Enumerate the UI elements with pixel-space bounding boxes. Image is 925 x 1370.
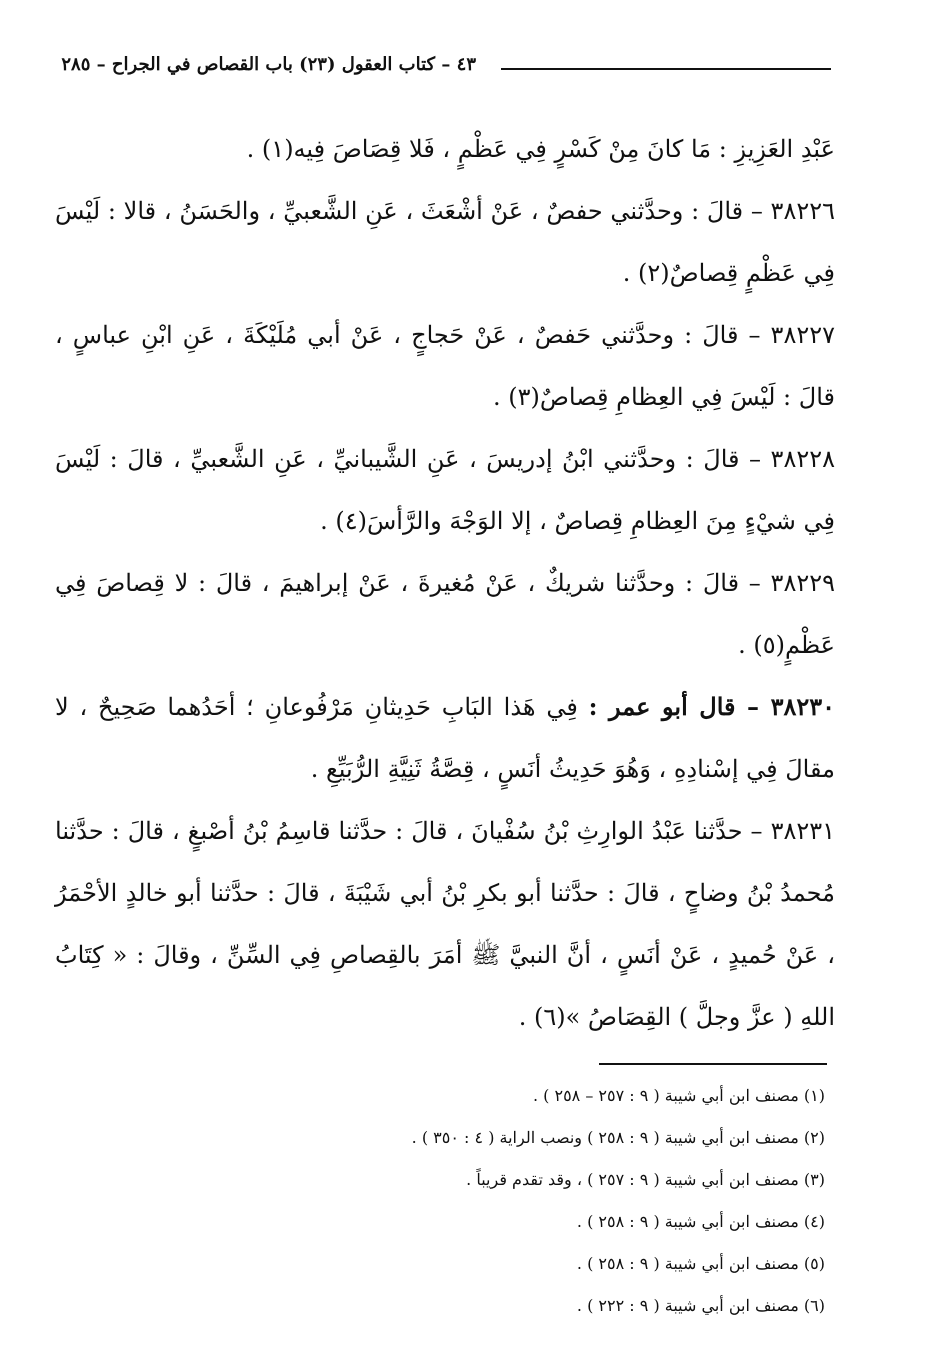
main-text xyxy=(55,118,835,1048)
footnote-rule xyxy=(599,1063,827,1065)
paragraph-38230-heading: ٣٨٢٣٠ – قال أبو عمر : xyxy=(588,692,836,721)
footnote-5: (٥) مصنف ابن أبي شيبة ( ٩ : ٢٥٨ ) . xyxy=(576,1254,825,1273)
paragraph-38231: ٣٨٢٣١ – حدَّثنا عَبْدُ الوارِثِ بْنُ سُفْيانَ ، قالَ : حدَّثنا قاسِمُ بْنُ أصْبغٍ ، قالَ : حدَّثنا مُحمدُ بْنُ وضاحٍ ، قالَ : حدَّثنا أبو بكرِ بْنُ أبي شَيْبَةَ ، قالَ : حدَّثنا أبو خالدٍ الأحْمَرُ ، عَنْ حُميدٍ ، عَنْ أنَسٍ ، أنَّ النبيَّ ﷺ أمَرَ بالقِصاصِ فِي السِّنِّ ، وقالَ : « كِتَابُ اللهِ ( عزَّ وجلَّ ) القِصَاصُ »(٦) . xyxy=(55,817,836,1031)
paragraph-38230-body: فِي هَذا البَابِ حَدِيثانِ مَرْفُوعانِ ؛ أحَدُهما صَحِيحٌ ، لا مقالَ فِي إسْنادِهِ ، وَهُوَ حَدِيثُ أنَسٍ ، قِصَّةُ ثَنِيَّةِ الرُّبَيِّعِ . xyxy=(55,693,835,783)
paragraph-38226: ٣٨٢٢٦ – قالَ : وحدَّثني حفصٌ ، عَنْ أشْعَثَ ، عَنِ الشَّعبيِّ ، والحَسَنُ ، قالا : لَيْسَ فِي عَظْمٍ قِصاصٌ(٢) . xyxy=(55,197,835,287)
paragraph-38228: ٣٨٢٢٨ – قالَ : وحدَّثني ابْنُ إدريسَ ، عَنِ الشَّيبانيِّ ، عَنِ الشَّعبيِّ ، قالَ : لَيْسَ فِي شيْءٍ مِنَ العِظامِ قِصاصٌ ، إلا الوَجْهَ والرَّأسَ(٤) . xyxy=(55,445,835,535)
footnote-2: (٢) مصنف ابن أبي شيبة ( ٩ : ٢٥٨ ) ونصب الراية ( ٤ : ٣٥٠ ) . xyxy=(411,1128,825,1147)
header-rule xyxy=(501,68,831,70)
footnote-1: (١) مصنف ابن أبي شيبة ( ٩ : ٢٥٧ – ٢٥٨ ) . xyxy=(532,1086,825,1105)
footnote-4: (٤) مصنف ابن أبي شيبة ( ٩ : ٢٥٨ ) . xyxy=(576,1212,825,1231)
footnote-3: (٣) مصنف ابن أبي شيبة ( ٩ : ٢٥٧ ) ، وقد تقدم قريباً . xyxy=(466,1170,825,1189)
paragraph-38227: ٣٨٢٢٧ – قالَ : وحدَّثني حَفصٌ ، عَنْ حَجاجٍ ، عَنْ أبي مُلَيْكَةَ ، عَنِ ابْنِ عباسٍ ، قالَ : لَيْسَ فِي العِظامِ قِصاصٌ(٣) . xyxy=(55,321,835,411)
running-title: ٤٣ – كتاب العقول (٢٣) باب القصاص في الجراح – ٢٨٥ xyxy=(61,54,476,75)
paragraph-continuation: عَبْدِ العَزِيزِ : مَا كانَ مِنْ كَسْرٍ فِي عَظْمٍ ، فَلا قِصَاصَ فِيه(١) . xyxy=(246,135,835,163)
footnotes xyxy=(105,1075,825,1327)
footnote-6: (٦) مصنف ابن أبي شيبة ( ٩ : ٢٢٢ ) . xyxy=(576,1296,825,1315)
page-header xyxy=(56,50,831,90)
paragraph-38229: ٣٨٢٢٩ – قالَ : وحدَّثنا شريكٌ ، عَنْ مُغيرةَ ، عَنْ إبراهيمَ ، قالَ : لا قِصاصَ فِي عَظْمٍ(٥) . xyxy=(55,569,835,659)
paragraph-38230 xyxy=(55,676,835,800)
